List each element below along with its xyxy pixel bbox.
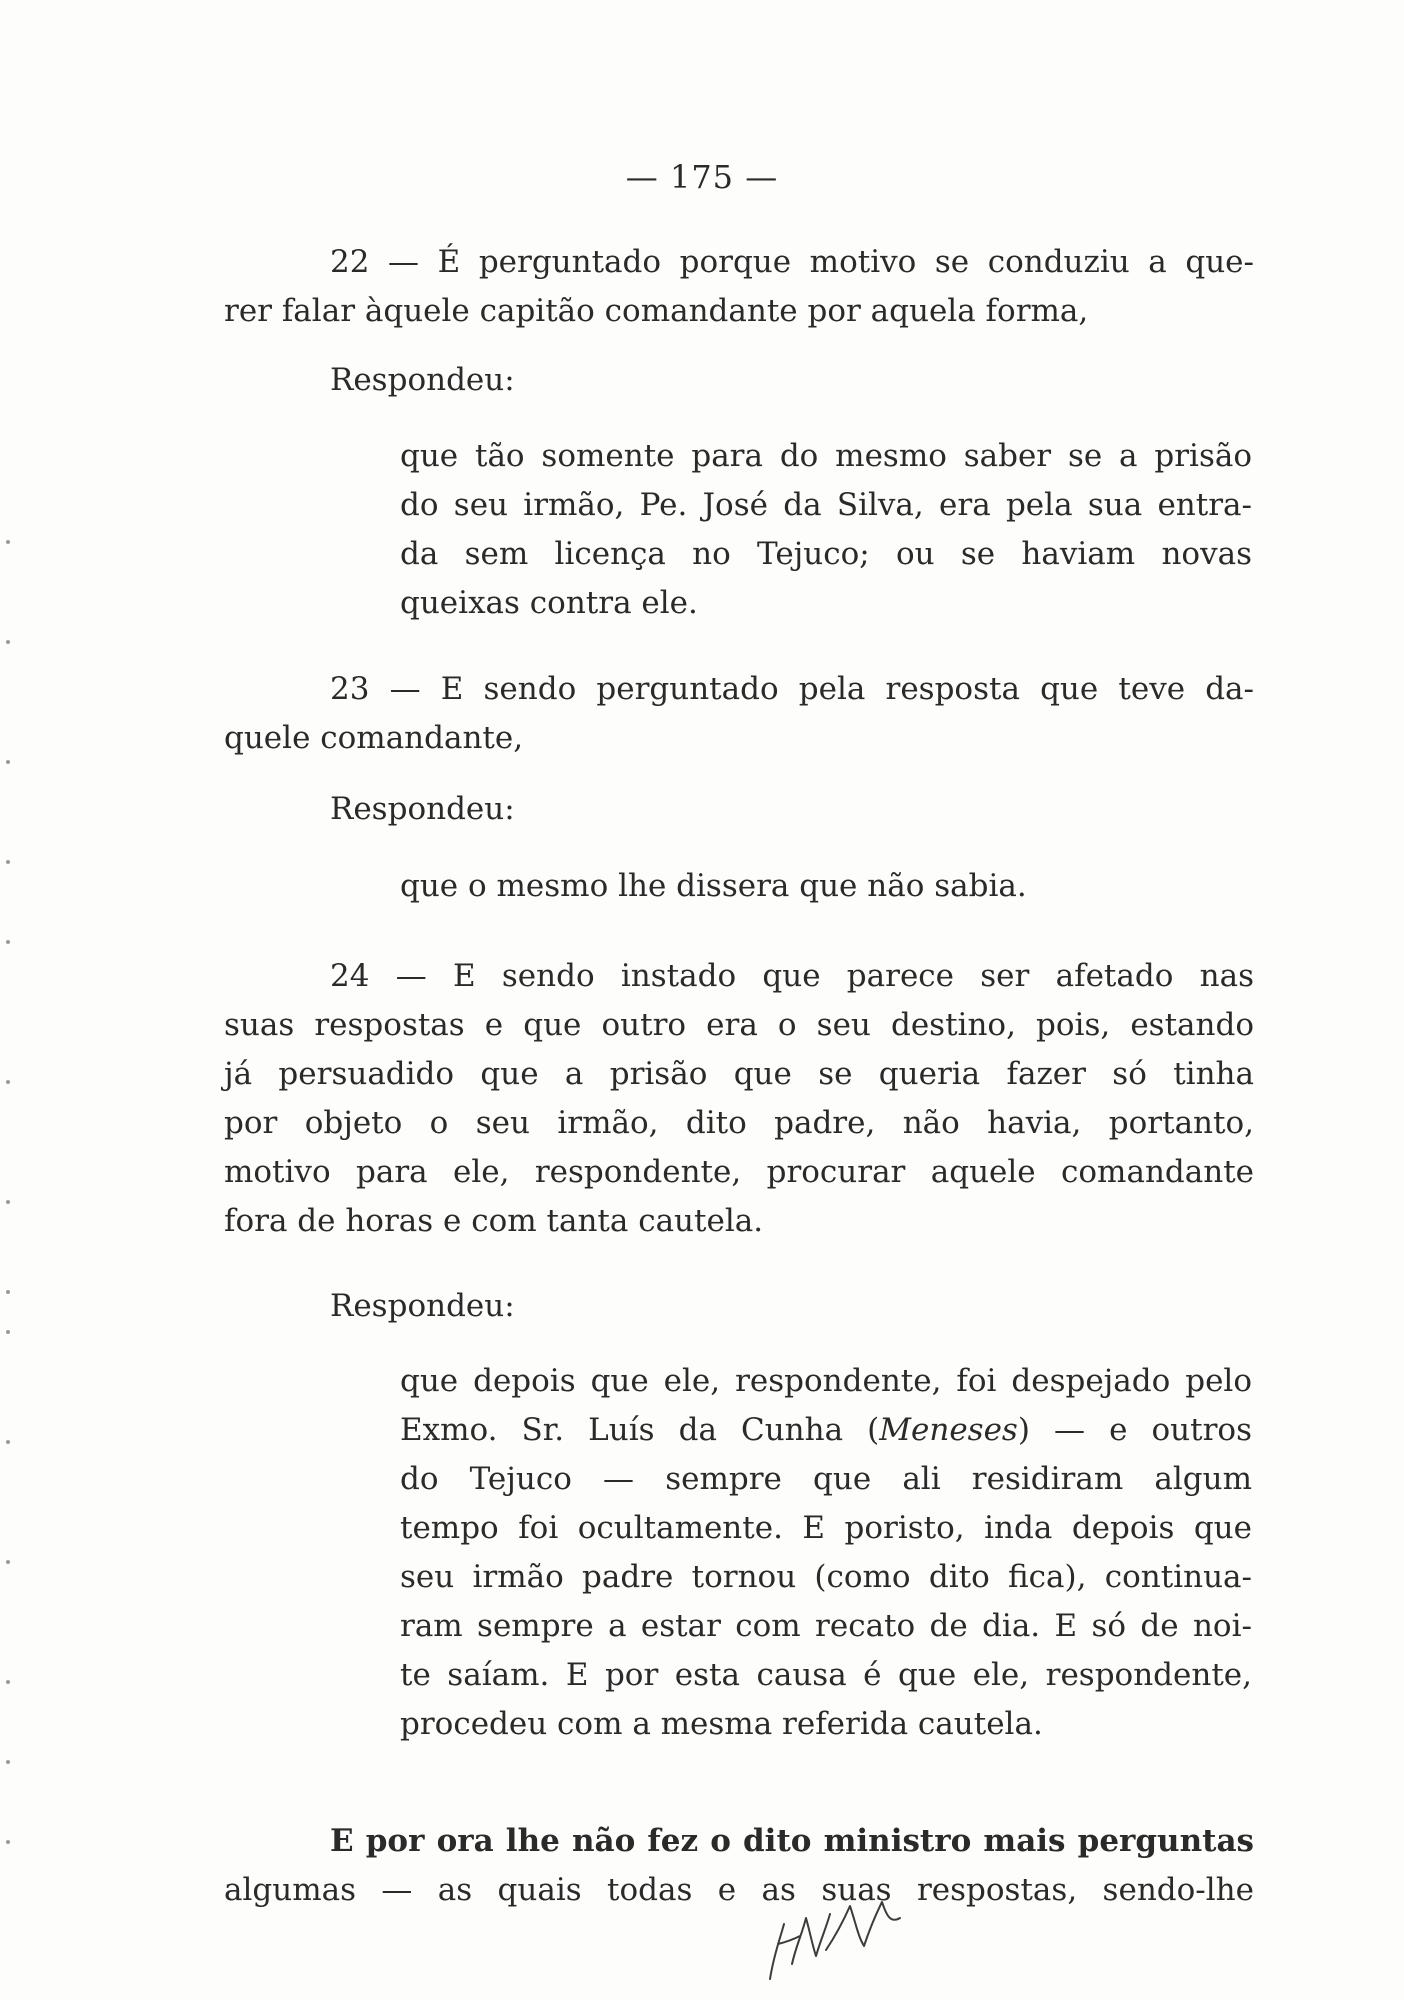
- answer-24-line: te saíam. E por esta causa é que ele, respondente,: [400, 1657, 1252, 1693]
- closing-line: algumas — as quais todas e as suas respostas, sendo-lhe: [224, 1872, 1254, 1908]
- question-24-line: fora de horas e com tanta cautela.: [224, 1203, 764, 1239]
- answer-24-line: tempo foi ocultamente. E poristo, inda depois que: [400, 1510, 1252, 1546]
- scan-margin-marks: [0, 0, 20, 2000]
- question-24-line: suas respostas e que outro era o seu destino, pois, estando: [224, 1007, 1254, 1043]
- question-24-line: por objeto o seu irmão, dito padre, não havia, portanto,: [224, 1105, 1254, 1141]
- question-24: [224, 952, 1254, 1246]
- closing-line: [224, 1817, 1254, 1866]
- question-22: [224, 238, 1254, 336]
- question-24-line: já persuadido que a prisão que se queria fazer só tinha: [224, 1056, 1254, 1092]
- question-24-line: 24 — E sendo instado que parece ser afetado nas: [330, 958, 1254, 994]
- answer-22: [400, 432, 1252, 628]
- question-23-line: 23 — E sendo perguntado pela resposta que teve da-: [330, 671, 1254, 707]
- respondeu-label: Respondeu:: [330, 791, 515, 827]
- answer-22-line: da sem licença no Tejuco; ou se haviam novas: [400, 536, 1252, 572]
- answer-24-text: Exmo. Sr. Luís da Cunha (: [400, 1412, 880, 1448]
- answer-23: [400, 862, 1252, 911]
- question-24-line: motivo para ele, respondente, procurar aquele comandante: [224, 1154, 1254, 1190]
- respondeu-label: Respondeu:: [330, 362, 515, 398]
- answer-24-line-with-name: [400, 1406, 1252, 1455]
- page-number: — 175 —: [625, 158, 779, 196]
- answer-22-line: queixas contra ele.: [400, 585, 698, 621]
- answer-24-text: ) — e outros: [1017, 1412, 1252, 1448]
- surname-meneses: Meneses: [879, 1412, 1018, 1448]
- answer-24-line: ram sempre a estar com recato de dia. E só de noi-: [400, 1608, 1252, 1644]
- answer-24-line: seu irmão padre tornou (como dito fica), continua-: [400, 1559, 1252, 1595]
- answer-24-line: que depois que ele, respondente, foi despejado pelo: [400, 1363, 1252, 1399]
- answer-22-line: do seu irmão, Pe. José da Silva, era pela sua entra-: [400, 487, 1252, 523]
- question-23: [224, 665, 1254, 763]
- respondeu-label: Respondeu:: [330, 1288, 515, 1324]
- question-23-line: quele comandante,: [224, 720, 524, 756]
- answer-22-line: que tão somente para do mesmo saber se a prisão: [400, 438, 1252, 474]
- question-22-line: rer falar àquele capitão comandante por aquela forma,: [224, 293, 1089, 329]
- answer-24-line: do Tejuco — sempre que ali residiram algum: [400, 1461, 1252, 1497]
- handwritten-signature: [760, 1884, 910, 1994]
- answer-23-line: que o mesmo lhe dissera que não sabia.: [400, 868, 1027, 904]
- closing-text: E por ora lhe não fez o dito ministro mais perguntas: [330, 1823, 1254, 1859]
- closing-paragraph: [224, 1817, 1254, 1915]
- question-22-line: 22 — É perguntado porque motivo se conduziu a que-: [330, 244, 1254, 280]
- answer-24-line: procedeu com a mesma referida cautela.: [400, 1706, 1043, 1742]
- answer-24: [400, 1357, 1252, 1749]
